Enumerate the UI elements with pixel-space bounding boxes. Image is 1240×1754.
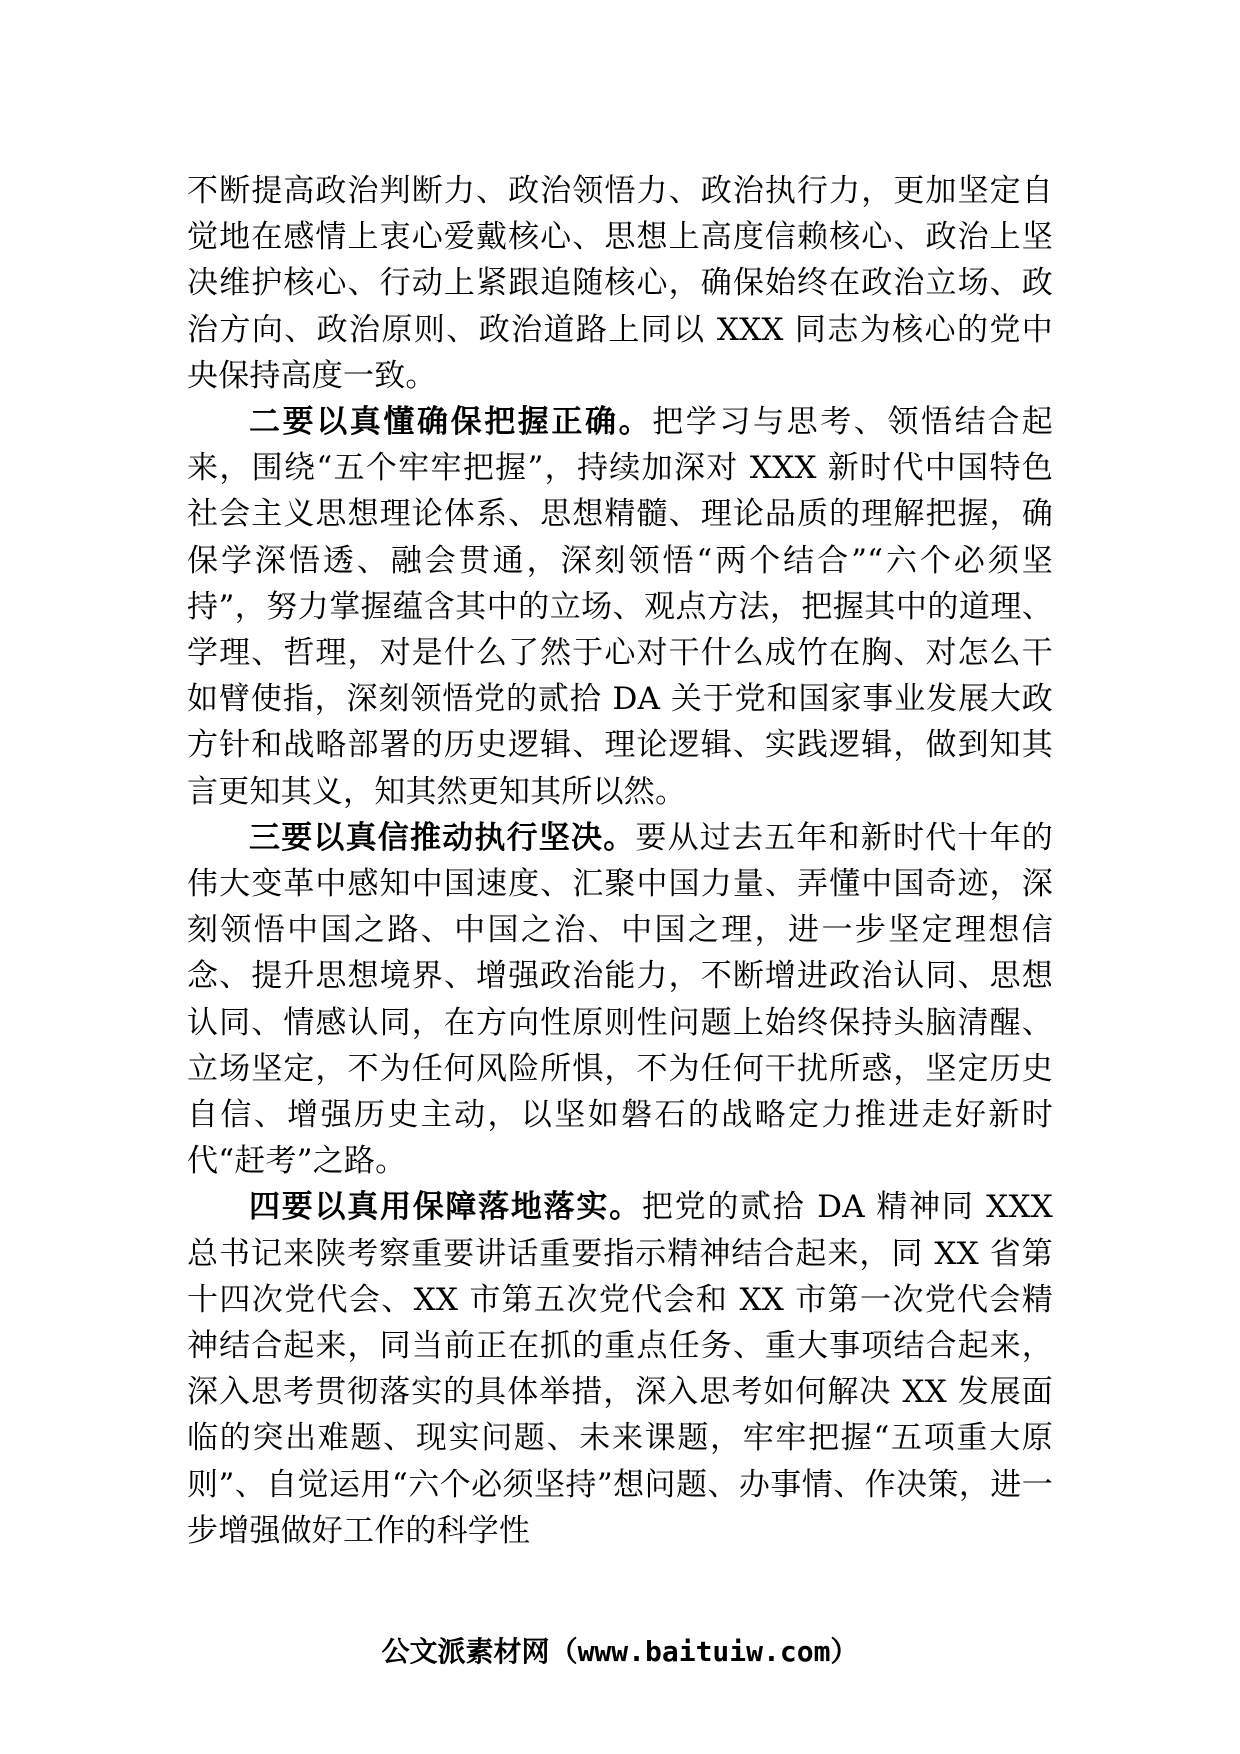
paragraph-point-four [187,1184,1053,1554]
paragraph-text: 把党的贰拾 DA 精神同 XXX 总书记来陕考察重要讲话重要指示精神结合起来，同 XX 省第十四次党代会、XX 市第五次党代会和 XX 市第一次党代会精神结合起来，同当前正在抓的重点任务、重大事项结合起来，深入思考贯彻落实的具体举措，深入思考如何解决 XX 发展面临的突出难题、现实问题、未来课题，牢牢把握“五项重大原则”、自觉运用“六个必须坚持”想问题、办事情、作决策，进一步增强做好工作的科学性 [187,1189,1053,1549]
paragraph-lead: 四要以真用保障落地落实。 [249,1189,642,1226]
paragraph-text: 要从过去五年和新时代十年的伟大变革中感知中国速度、汇聚中国力量、弄懂中国奇迹，深刻领悟中国之路、中国之治、中国之理，进一步坚定理想信念、提升思想境界、增强政治能力，不断增进政治认同、思想认同、情感认同，在方向性原则性问题上始终保持头脑清醒、立场坚定，不为任何风险所惧，不为任何干扰所惑，坚定历史自信、增强历史主动，以坚如磐石的战略定力推进走好新时代“赶考”之路。 [187,819,1053,1180]
footer-url: （www.baituiw.com） [549,1635,859,1668]
paragraph-lead: 三要以真信推动执行坚决。 [249,819,636,856]
paragraph-text: 把学习与思考、领悟结合起来，围绕“五个牢牢把握”，持续加深对 XXX 新时代中国特色社会主义思想理论体系、思想精髓、理论品质的理解把握，确保学深悟透、融会贯通，深刻领悟“两个结合”“六个必须坚持”，努力掌握蕴含其中的立场、观点方法，把握其中的道理、学理、哲理，对是什么了然于心对干什么成竹在胸、对怎么干如臂使指，深刻领悟党的贰拾 DA 关于党和国家事业发展大政方针和战略部署的历史逻辑、理论逻辑、实践逻辑，做到知其言更知其义，知其然更知其所以然。 [187,404,1053,810]
paragraph-point-three [187,815,1053,1185]
footer-site-name: 公文派素材网 [381,1635,550,1668]
document-body [187,168,1053,1554]
paragraph-text: 不断提高政治判断力、政治领悟力、政治执行力，更加坚定自觉地在感情上衷心爱戴核心、思想上高度信赖核心、政治上坚决维护核心、行动上紧跟追随核心，确保始终在政治立场、政治方向、政治原则、政治道路上同以 XXX 同志为核心的党中央保持高度一致。 [187,173,1053,394]
page-footer [0,1634,1240,1670]
paragraph-lead: 二要以真懂确保把握正确。 [249,404,653,441]
paragraph-continuation [187,168,1053,399]
paragraph-point-two [187,399,1053,815]
